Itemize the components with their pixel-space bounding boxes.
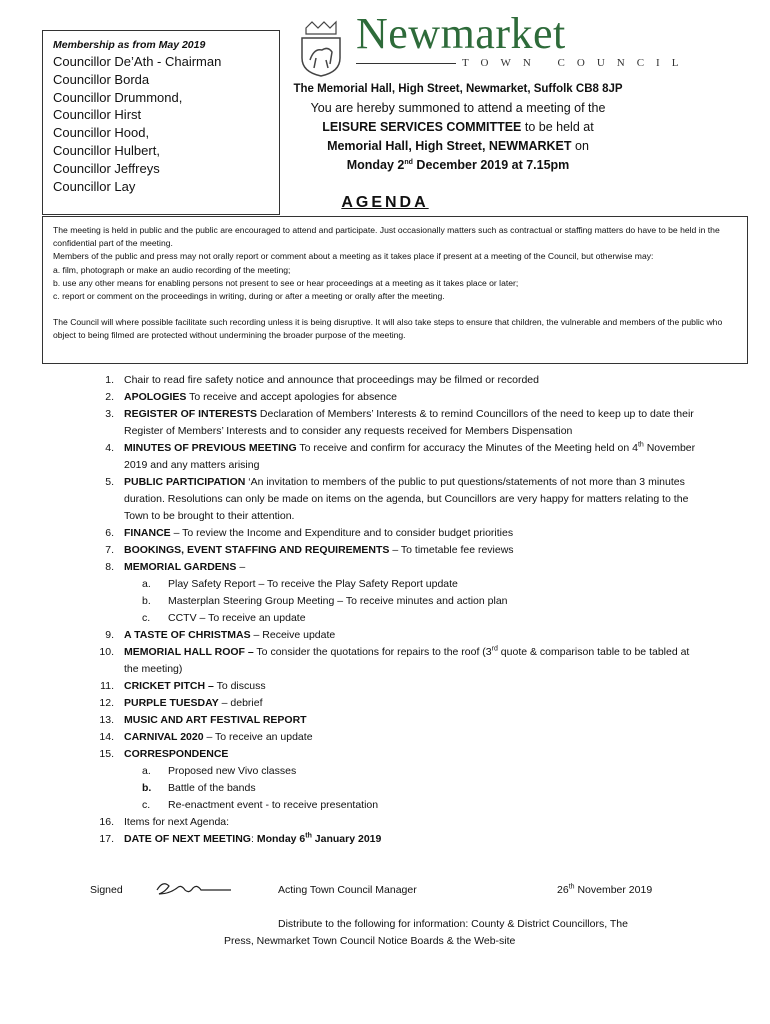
notice-paragraph: The Council will where possible facilitate such recording unless it is being disruptive. It will also take steps to ensure that children, the vulnerable and members of the public who object to being filmed are protected without undermining the broader purpose of the meeting. (53, 317, 723, 341)
agenda-item: 16. Items for next Agenda: (99, 816, 230, 828)
signed-label: Signed (90, 884, 123, 896)
notice-paragraph: The meeting is held in public and the public are encouraged to attend and participate. Just occasionally matters such as contractual or staffing matters do have to be held in the confidential part of the meeting. (53, 225, 720, 249)
distribution-line-1: Distribute to the following for information: County & District Councillors, The (278, 918, 628, 930)
membership-list (53, 53, 221, 195)
agenda-item: 17. DATE OF NEXT MEETING: Monday 6th January 2019 (99, 832, 382, 845)
agenda-item: 13. MUSIC AND ART FESTIVAL REPORT (99, 714, 307, 726)
member-name: Councillor Hirst (53, 107, 142, 123)
agenda-subitem: c. CCTV – To receive an update (142, 612, 306, 624)
public-notice (42, 216, 748, 364)
agenda-subitem: a. Play Safety Report – To receive the Play Safety Report update (142, 578, 458, 590)
agenda-item: 2. APOLOGIES To receive and accept apologies for absence (105, 391, 397, 403)
member-name: Councillor Drummond, (53, 89, 183, 105)
signatory-role: Acting Town Council Manager (278, 884, 417, 896)
meeting-date: Monday 2nd December 2019 at 7.15pm (346, 158, 570, 172)
agenda-item: 1. Chair to read fire safety notice and announce that proceedings may be filmed or recorded (105, 374, 539, 386)
agenda-subitem: b. Battle of the bands (142, 782, 256, 794)
agenda-list (98, 372, 698, 848)
logo-subtitle: TOWN COUNCIL (462, 57, 691, 69)
membership-heading: Membership as from May 2019 (53, 39, 206, 51)
agenda-item: 7. BOOKINGS, EVENT STAFFING AND REQUIREMENTS – To timetable fee reviews (105, 544, 514, 556)
agenda-subitem: a. Proposed new Vivo classes (142, 765, 297, 777)
membership-box (42, 30, 280, 215)
member-name: Councillor Borda (53, 71, 150, 87)
agenda-item: 4. MINUTES OF PREVIOUS MEETING To receive and confirm for accuracy the Minutes of the Meeting held on 4th November 2019 and any matters arising (105, 441, 696, 471)
summons-block (280, 80, 636, 175)
agenda-subitem: b. Masterplan Steering Group Meeting – To receive minutes and action plan (142, 595, 508, 607)
member-name: Councillor Hood, (53, 125, 150, 141)
agenda-item: 10. MEMORIAL HALL ROOF – To consider the quotations for repairs to the roof (3rd quote & comparison table to be tabled at the meeting) (99, 645, 690, 675)
logo-title: Newmarket (356, 9, 566, 58)
notice-list-item: a. film, photograph or make an audio recording of the meeting; (53, 264, 291, 275)
agenda-item: 11. CRICKET PITCH – To discuss (100, 680, 266, 692)
crest-icon (296, 20, 346, 78)
member-name: Councillor Jeffreys (53, 160, 160, 176)
agenda-item: 9. A TASTE OF CHRISTMAS – Receive update (105, 629, 336, 641)
committee-line: LEISURE SERVICES COMMITTEE to be held at (322, 120, 594, 134)
agenda-title: AGENDA (341, 194, 429, 211)
member-name: Councillor Lay (53, 178, 136, 194)
notice-list-item: c. report or comment on the proceedings in writing, during or after a meeting or orally after the meeting. (53, 291, 445, 302)
signature-icon (155, 878, 235, 900)
summons-line: You are hereby summoned to attend a meeting of the (310, 101, 606, 115)
agenda-item: 14. CARNIVAL 2020 – To receive an update (99, 731, 313, 743)
meeting-address: The Memorial Hall, High Street, Newmarket, Suffolk CB8 8JP (293, 83, 623, 95)
agenda-item: 5. PUBLIC PARTICIPATION ‘An invitation to members of the public to put questions/statements of not more than 3 minutes duration. Resolutions can only be made on items on the agenda, but Councillors are very happy for matters relating to the Town to be brought to their attention. (105, 476, 689, 522)
committee-name: LEISURE SERVICES COMMITTEE (322, 120, 522, 134)
council-logo (296, 9, 716, 82)
distribution-line-2: Press, Newmarket Town Council Notice Boards & the Web-site (224, 935, 516, 947)
signed-date: 26th November 2019 (557, 883, 653, 896)
agenda-item: 12. PURPLE TUESDAY – debrief (99, 697, 263, 709)
venue: Memorial Hall, High Street, NEWMARKET (327, 139, 572, 153)
venue-line: Memorial Hall, High Street, NEWMARKET on (327, 139, 589, 153)
agenda-item: 6. FINANCE – To review the Income and Expenditure and to consider budget priorities (105, 527, 514, 539)
logo-rule (356, 63, 456, 64)
agenda-item: 8. MEMORIAL GARDENS – (105, 561, 246, 573)
notice-list-item: b. use any other means for enabling persons not present to see or hear proceedings at a meeting as it takes place or later; (53, 277, 519, 288)
notice-paragraph: Members of the public and press may not orally report or comment about a meeting as it takes place if present at a meeting of the Council, but otherwise may: (53, 251, 654, 262)
agenda-item: 15. CORRESPONDENCE (99, 748, 229, 760)
agenda-subitem: c. Re-enactment event - to receive presentation (142, 799, 379, 811)
agenda-item: 3. REGISTER OF INTERESTS Declaration of Members’ Interests & to remind Councillors of the need to keep up to date their Register of Members’ Interests and to consider any requests received for Members Dispensation (105, 408, 694, 437)
member-name: Councillor De’Ath - Chairman (53, 54, 222, 69)
member-name: Councillor Hulbert, (53, 142, 160, 158)
